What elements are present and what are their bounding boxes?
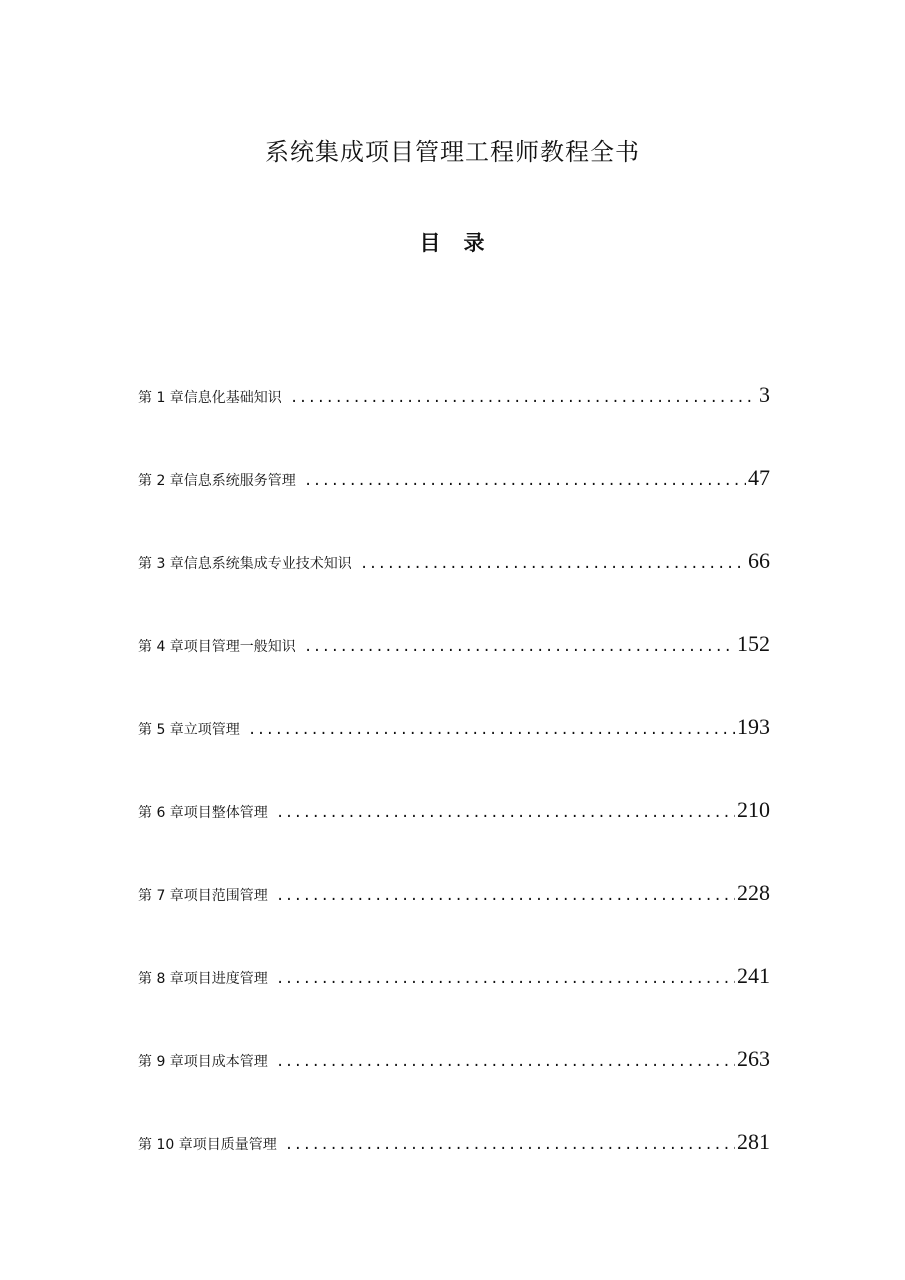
toc-entry-chapter-7[interactable]	[138, 880, 770, 963]
toc-entry-label: 第 8 章项目进度管理	[138, 971, 268, 987]
toc-row	[138, 548, 770, 588]
toc-page-number: 241	[737, 963, 770, 988]
toc-row	[138, 1129, 770, 1169]
toc-entry-chapter-9[interactable]	[138, 1046, 770, 1129]
toc-page-number: 3	[759, 382, 770, 407]
toc-page-number: 263	[737, 1046, 770, 1071]
toc-leader-dots	[290, 390, 757, 406]
toc-entry-label: 第 4 章项目管理一般知识	[138, 639, 296, 655]
toc-entry-chapter-3[interactable]	[138, 548, 770, 631]
toc-entry-chapter-1[interactable]	[138, 382, 770, 465]
toc-page-number: 193	[737, 714, 770, 739]
toc-row	[138, 714, 770, 754]
toc-heading: 目 录	[419, 231, 486, 255]
toc-leader-dots	[276, 1054, 735, 1070]
toc-entry-label: 第 7 章项目范围管理	[138, 888, 268, 904]
toc-entry-label: 第 5 章立项管理	[138, 722, 240, 738]
toc-row	[138, 631, 770, 671]
toc-entry-chapter-8[interactable]	[138, 963, 770, 1046]
toc-entry-chapter-4[interactable]	[138, 631, 770, 714]
toc-page-number: 66	[748, 548, 770, 573]
toc-entry-label: 第 9 章项目成本管理	[138, 1054, 268, 1070]
toc-leader-dots	[276, 888, 735, 904]
toc-entry-chapter-10[interactable]	[138, 1129, 770, 1212]
toc-leader-dots	[285, 1137, 735, 1153]
toc-leader-dots	[276, 971, 735, 987]
toc-entry-chapter-2[interactable]	[138, 465, 770, 548]
toc-entry-label: 第 3 章信息系统集成专业技术知识	[138, 556, 352, 572]
toc-leader-dots	[304, 639, 735, 655]
toc-entry-label: 第 10 章项目质量管理	[138, 1137, 277, 1153]
toc-page-number: 281	[737, 1129, 770, 1154]
toc-row	[138, 1046, 770, 1086]
toc-row	[138, 797, 770, 837]
book-title: 系统集成项目管理工程师教程全书	[265, 138, 640, 166]
toc-entry-label: 第 2 章信息系统服务管理	[138, 473, 296, 489]
toc-entry-label: 第 1 章信息化基础知识	[138, 390, 282, 406]
toc-row	[138, 465, 770, 505]
toc-row	[138, 880, 770, 920]
toc-leader-dots	[276, 805, 735, 821]
toc-row	[138, 382, 770, 422]
toc-entry-chapter-6[interactable]	[138, 797, 770, 880]
toc-page-number: 210	[737, 797, 770, 822]
toc-entry-chapter-5[interactable]	[138, 714, 770, 797]
toc-row	[138, 963, 770, 1003]
table-of-contents	[138, 382, 770, 1212]
toc-page-number: 152	[737, 631, 770, 656]
toc-leader-dots	[304, 473, 746, 489]
toc-page-number: 47	[748, 465, 770, 490]
toc-leader-dots	[248, 722, 735, 738]
toc-leader-dots	[360, 556, 746, 572]
toc-page-number: 228	[737, 880, 770, 905]
toc-entry-label: 第 6 章项目整体管理	[138, 805, 268, 821]
